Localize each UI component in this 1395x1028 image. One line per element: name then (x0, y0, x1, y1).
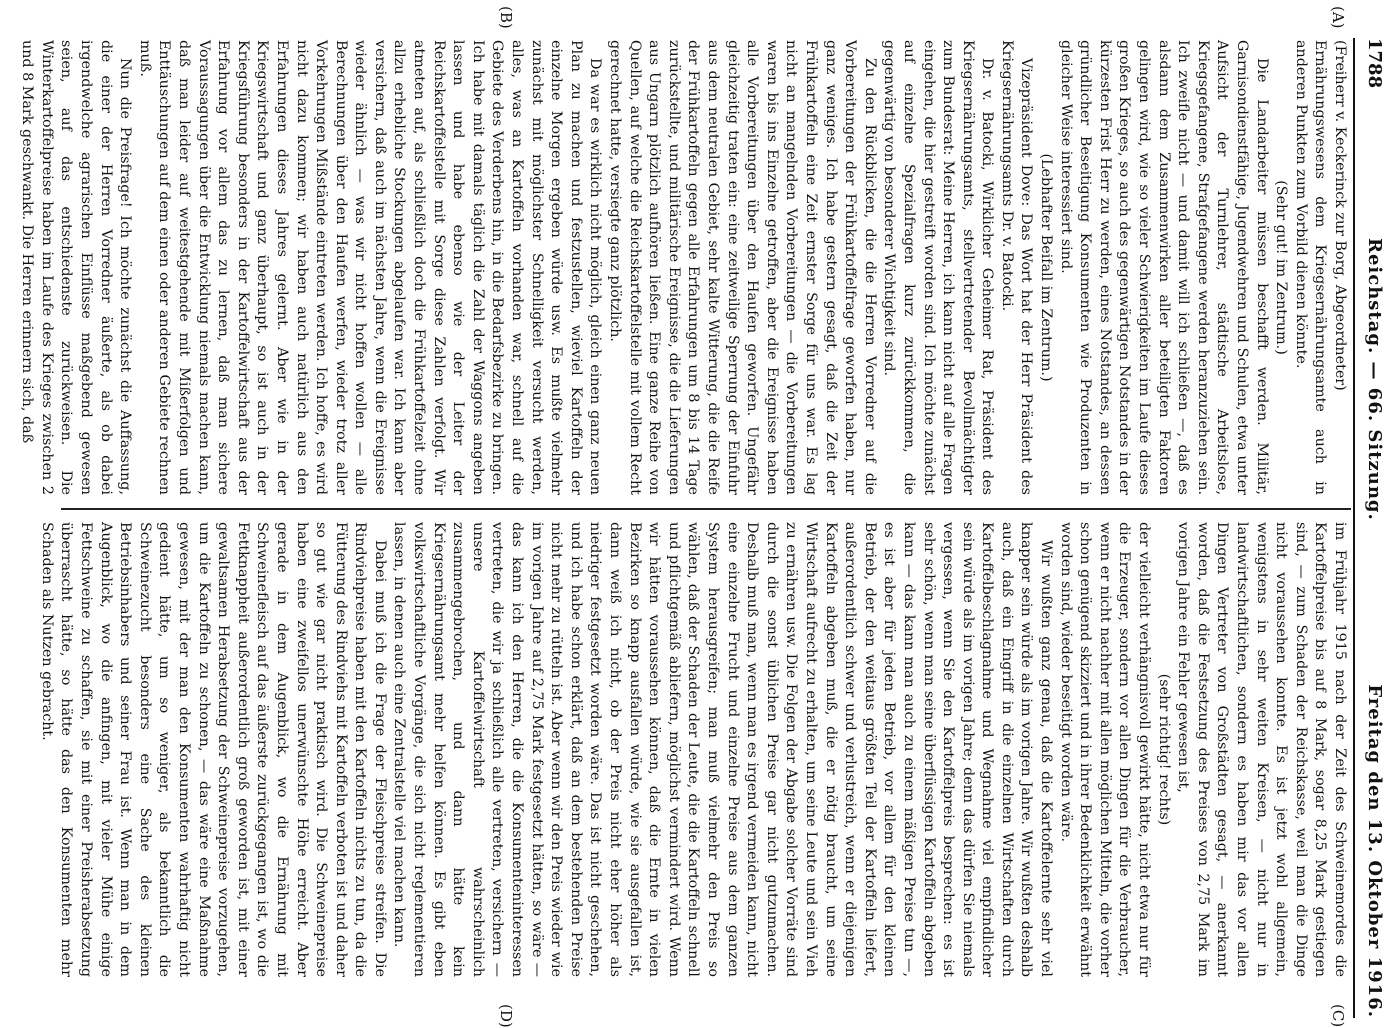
paragraph: Nun die Preisfrage! Ich möchte zunächst die Auffassung, die einer der Herren Vorredner äußerte, als ob dabei irgendwelche agrarischen Einflüsse maßgebend gewesen seien, auf das entschiedenste zurückweisen. Die Winterkartoffelpreise haben im Laufe des Krieges zwischen 2 und 8 Mark geschwankt. Die Herren erinnern sich, daß (19, 40, 134, 495)
paragraph: Ernährungswesens dem Kriegsernährungsamte auch in anderen Punkten zum Vorbild dienen könnte. (1292, 40, 1329, 495)
right-column (38, 522, 1349, 978)
paragraph: Vizepräsident Dove: Das Wort hat der Herr Präsident des Kriegsernährungsamts Dr. v. Batocki. (998, 40, 1035, 495)
page-number: 1788 (1364, 38, 1385, 89)
paragraph: Dabei muß ich die Frage der Fleischpreise streifen. Die Rindviehpreise haben mit den Kartoffeln nichts zu tun, da die Fütterung des Rindviehs mit Kartoffeln verboten ist und daher so gut wie gar nicht praktisch wird. Die Schweinepreise haben eine zweifellos unerwünschte Höhe erreicht. Aber gerade in dem Augenblick, wo die Ernährung mit Schweinefleisch auf das äußerste zurückgegangen ist, wo die Fettknappheit außerordentlich groß geworden ist, mit einer gewaltsamen Herabsetzung der Schweinepreise vorzugehen, um die Kartoffeln zu schonen, — das wäre eine Maßnahme gewesen, mit der man den Konsumenten wahrhaftig nicht gedient hätte, um so weniger, als bekanntlich die Schweinezucht besonders eine Sache des kleinen Betriebsinhabers und seiner Frau ist. Wenn man in dem Augenblick, wo die anfingen, mit vieler Mühe einige Fettschweine zu schaffen, sie mit einer Preisherabsetzung überrascht hätte, so hätte das den Konsumenten mehr Schaden als Nutzen gebracht. (38, 522, 388, 977)
interjection: (Lebhafter Beifall im Zentrum.) (1038, 153, 1055, 382)
interjection: (Sehr gut! im Zentrum.) (1273, 180, 1290, 355)
margin-marker-a: (A) (1329, 6, 1347, 29)
margin-marker-d: (D) (497, 1004, 515, 1028)
column-divider (61, 508, 1351, 510)
interjection: (sehr richtig! rechts) (1155, 673, 1172, 826)
paragraph: Zu den Rückblicken, die die Herren Vorredner auf die Vorbereitungen der Frühkartoffelfrage geworfen haben, nur ganz weniges. Ich habe gestern gesagt, daß die Zeit der Frühkartoffeln eine Zeit ernster Sorge für uns war. Es lag nicht an mangelnden Vorbereitungen — die Vorbereitungen waren bis ins Einzelne getroffen, aber die Ereignisse haben alle Vorbereitungen über den Haufen geworfen. Ungefähr gleichzeitig traten ein: eine zeitweilige Sperrung der Einfuhr aus dem neutralen Gebiet, sehr kalte Witterung, die die Reife der Frühkartoffeln gegen alle Erfahrungen um 8 bis 14 Tage zurückstellte, und militärische Ereignisse, die die Lieferungen aus Ungarn plötzlich aufhören ließen. Eine ganze Reihe von Quellen, auf welche die Reichskartoffelstelle mit vollem Recht gerechnet hatte, versiegte ganz plötzlich. (607, 40, 878, 495)
session-date: Freitag den 13. Oktober 1916. (1364, 684, 1385, 1018)
paragraph: Die Landarbeiter müssen beschafft werden. Militär, Garnisondienstfähige, Jugendwehren und Schulen, etwa unter Aufsicht der Turnlehrer, städtische Arbeitslose, Kriegsgefangene, Strafgefangene werden heranzuziehen sein. Ich zweifle nicht — und damit will ich schließen —, daß es alsdann dem Zusammenwirken aller beteiligten Faktoren gelingen wird, wie so vieler Schwierigkeiten im Laufe dieses großen Krieges, so auch des gegenwärtigen Notstandes in der kürzesten Frist Herr zu werden, eines Notstandes, an dessen gründlicher Beseitigung Konsumenten wie Produzenten in gleicher Weise interessiert sind. (1057, 40, 1270, 495)
page-header (1353, 38, 1389, 1018)
speaker-line: (Freiherr v. Keckerinck zur Borg, Abgeordneter) (1332, 40, 1348, 391)
margin-marker-c: (C) (1329, 1004, 1347, 1028)
left-column (19, 40, 1349, 495)
paragraph: im Frühjahr 1915 nach der Zeit des Schweinemordes die Kartoffelpreise bis auf 8 Mark, sogar 8,25 Mark gestiegen sind, — zum Schaden der Reichskasse, weil man die Dinge nicht voraussehen konnte. Es ist jetzt wohl allgemein, wenigstens in sehr weiten Kreisen, — nicht nur in landwirtschaftlichen, sondern es haben mir das vor allen Dingen Vertreter von Großstädten gesagt, — anerkannt worden, daß die Festsetzung des Preises von 2,75 Mark im vorigen Jahre ein Fehler gewesen ist, (1175, 522, 1348, 977)
paragraph: der vielleicht verhängnisvoll gewirkt hätte, nicht etwa nur für die Erzeuger, sondern vor allen Dingen für die Verbraucher, wenn er nicht nachher mit allen möglichen Mitteln, die vorher schon genügend skizziert und in ihrer Bedenklichkeit erwähnt worden sind, wieder beseitigt worden wäre. (1057, 522, 1153, 977)
paragraph: Da war es wirklich nicht möglich, gleich einen ganz neuen Plan zu machen und festzustellen, wieviel Kartoffeln der einzelne Morgen ergeben würde usw. Es mußte vielmehr zunächst mit möglichster Schnelligkeit versucht werden, alles, was an Kartoffeln vorhanden war, schnell auf die Gebiete des Verderbens hin, in die Bedarfsbezirke zu bringen. Ich habe mit damals täglich die Zahl der Waggons angeben lassen und habe ebenso wie der Leiter der Reichskartoffelstelle mit Sorge diese Zahlen verfolgt. Wir atmeten auf, als schließlich doch die Frühkartoffelzeit ohne allzu erhebliche Stockungen abgelaufen war. Ich kann aber versichern, daß auch im nächsten Jahre, wenn die Ereignisse wieder ähnlich — was wir nicht hoffen wollen — alle Berechnungen über den Haufen werfen, wieder trotz aller Vorkehrungen Mißstände eintreten werden. Ich hoffe, es wird nicht dazu kommen; wir haben auch natürlich aus den Erfahrungen dieses Jahres gelernt. Aber wie in der Kriegswirtschaft und ganz überhaupt, so ist auch in der Kriegsführung besonders in der Kartoffelwirtschaft aus der Erfahrung vor allem das zu lernen, daß man sichere Voraussagungen über die Entwicklung niemals machen kann, daß man leider auf weitestgehende mit Mißerfolgen und Enttäuschungen auf dem einen oder anderen Gebiete rechnen muß. (136, 40, 604, 495)
paragraph: Wir wußten ganz genau, daß die Kartoffelernte sehr viel knapper sein würde als im vorigen Jahre. Wir wußten deshalb auch, daß ein Eingriff in die einzelnen Wirtschaften durch Kartoffelbeschlagnahme und Wegnahme viel empfindlicher sein würde als im vorigen Jahre; denn das dürfen Sie niemals vergessen, wenn Sie den Kartoffelpreis besprechen: es ist sehr schön, wenn man seine überflüssigen Kartoffeln abgeben kann — das kann man auch zu einem mäßigen Preise tun —, es ist aber für jeden Betrieb, vor allem für den kleinen Betrieb, der den weitaus größten Teil der Kartoffeln liefert, außerordentlich schwer und verlustreich, wenn er diejenigen Kartoffeln abgeben muß, die er nötig braucht, um seine Wirtschaft aufrecht zu erhalten, um seine Leute und sein Vieh zu ernähren usw. Die Folgen der Abgabe solcher Vorräte sind durch die sonst üblichen Preise gar nicht gutzumachen. Deshalb muß man, wenn man es irgend vermeiden kann, nicht eine einzelne Frucht und einzelne Preise aus dem ganzen System herausgreifen; man muß vielmehr den Preis so wählen, daß der Schaden der Leute, die die Kartoffeln schnell und pflichtgemäß abliefern, möglichst vermindert wird. Wenn wir hätten voraussehen können, daß die Ernte in vielen Bezirken so knapp ausfallen würde, wie sie ausgefallen ist, dann weiß ich nicht, ob der Preis nicht eher höher als niedriger festgesetzt worden wäre. Das ist nicht geschehen, und ich habe schon erklärt, daß an dem bestehenden Preise nicht mehr zu rütteln ist. Aber wenn wir den Preis wieder wie im vorigen Jahre auf 2,75 Mark festgesetzt hätten, so wäre — das kann ich den Herren, die die Konsumenteninteressen vertreten, die wir ja schließlich alle vertreten, versichern — unsere Kartoffelwirtschaft wahrscheinlich zusammengebrochen, und dann hätte kein Kriegsernährungsamt mehr helfen können. Es gibt eben volkswirtschaftliche Vorgänge, die sich nicht reglementieren lassen, in denen auch eine Zentralstelle viel machen kann. (391, 522, 1055, 978)
margin-marker-b: (B) (497, 6, 515, 29)
session-title: Reichstag. — 66. Sitzung. (1364, 238, 1385, 521)
paragraph: Dr. v. Batocki, Wirklicher Geheimer Rat, Präsident des Kriegsernährungsamts, stellvertretender Bevollmächtigter zum Bundesrat: Meine Herren, ich kann nicht auf alle Fragen eingehen, die hier gestreift worden sind. Ich möchte zunächst auf einzelne Spezialfragen kurz zurückkommen, die gegenwärtig von besonderer Wichtigkeit sind. (881, 40, 996, 495)
